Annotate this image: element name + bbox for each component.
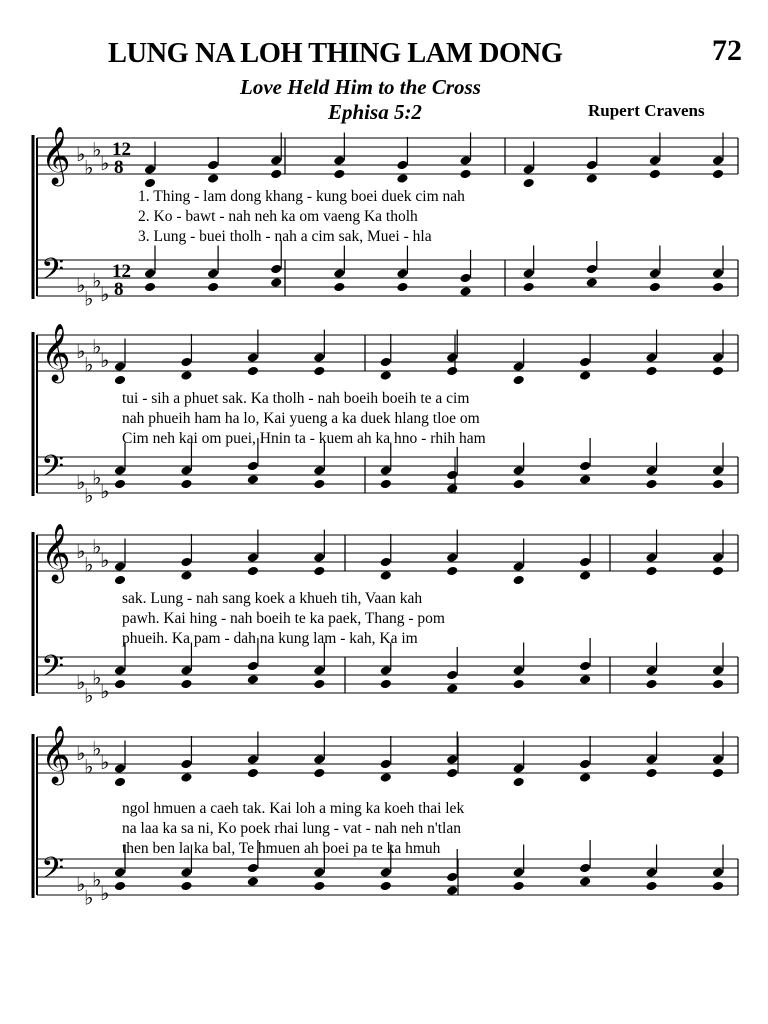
treble-notehead	[380, 570, 392, 581]
treble-notehead	[270, 169, 282, 180]
treble-notehead	[446, 566, 458, 577]
treble-notehead	[144, 164, 156, 175]
treble-notehead	[579, 370, 591, 381]
lyric-line: 2. Ko - bawt - nah neh ka om vaeng Ka tholh	[138, 208, 418, 225]
time-signature-denominator: 8	[114, 157, 124, 178]
bass-notehead	[712, 268, 724, 279]
treble-notehead	[645, 352, 657, 363]
bass-clef-icon: 𝄢	[41, 253, 65, 293]
treble-notehead	[459, 155, 471, 166]
lyric-line: phueih. Ka pam - dah na kung lam - kah, Ka im	[122, 630, 418, 647]
lyric-line: ngol hmuen a caeh tak. Kai loh a ming ka koeh thai lek	[122, 800, 465, 817]
bass-notehead	[645, 479, 657, 490]
treble-notehead	[114, 375, 126, 386]
bass-notehead	[712, 665, 724, 676]
bass-clef-icon: 𝄢	[41, 852, 65, 892]
time-signature-numerator: 12	[112, 261, 131, 282]
flat-sign-icon: ♭	[84, 288, 94, 311]
bass-notehead	[270, 264, 282, 275]
flat-sign-icon: ♭	[100, 350, 110, 372]
bass-notehead	[247, 863, 259, 874]
flat-sign-icon: ♭	[92, 667, 102, 690]
flat-sign-icon: ♭	[84, 887, 94, 910]
treble-notehead	[645, 566, 657, 577]
bass-notehead	[649, 268, 661, 279]
flat-sign-icon: ♭	[92, 869, 102, 892]
bass-notehead	[144, 282, 156, 293]
bass-notehead	[512, 479, 524, 490]
bass-notehead	[579, 661, 591, 672]
treble-notehead	[396, 160, 408, 171]
lyric-line: 3. Lung - buei tholh - nah a cim sak, Muei - hla	[138, 228, 432, 245]
treble-clef-icon: 𝄞	[41, 324, 71, 380]
bass-notehead	[396, 268, 408, 279]
flat-sign-icon: ♭	[84, 485, 94, 508]
bass-notehead	[512, 679, 524, 690]
treble-clef-icon: 𝄞	[41, 524, 71, 580]
bass-notehead	[446, 670, 458, 681]
bass-notehead	[380, 665, 392, 676]
bass-notehead	[180, 465, 192, 476]
bass-notehead	[333, 282, 345, 293]
flat-sign-icon: ♭	[84, 157, 94, 180]
bass-notehead	[712, 465, 724, 476]
bass-notehead	[144, 268, 156, 279]
treble-notehead	[446, 754, 458, 765]
bass-notehead	[380, 867, 392, 878]
treble-notehead	[180, 759, 192, 770]
treble-notehead	[144, 178, 156, 189]
flat-sign-icon: ♭	[76, 541, 86, 563]
treble-notehead	[522, 178, 534, 189]
bass-notehead	[446, 872, 458, 883]
bass-notehead	[270, 277, 282, 288]
bass-notehead	[645, 679, 657, 690]
bass-notehead	[512, 665, 524, 676]
flat-sign-icon: ♭	[92, 536, 102, 559]
bass-notehead	[207, 282, 219, 293]
flat-sign-icon: ♭	[92, 270, 102, 293]
treble-notehead	[579, 570, 591, 581]
treble-notehead	[712, 768, 724, 779]
flat-sign-icon: ♭	[92, 738, 102, 761]
treble-notehead	[586, 173, 598, 184]
bass-notehead	[207, 268, 219, 279]
bass-notehead	[586, 264, 598, 275]
treble-notehead	[313, 552, 325, 563]
hymn-title: LUNG NA LOH THING LAM DONG	[108, 38, 563, 69]
treble-clef-icon: 𝄞	[41, 127, 71, 183]
flat-sign-icon: ♭	[76, 874, 86, 896]
treble-notehead	[512, 777, 524, 788]
bass-notehead	[645, 881, 657, 892]
bass-notehead	[247, 661, 259, 672]
treble-notehead	[396, 173, 408, 184]
bass-notehead	[512, 867, 524, 878]
scripture-reference: Ephisa 5:2	[328, 100, 422, 124]
treble-notehead	[180, 370, 192, 381]
bass-notehead	[180, 479, 192, 490]
lyric-line: nah phueih ham ha lo, Kai yueng a ka duek hlang tloe om	[122, 410, 480, 427]
bass-notehead	[333, 268, 345, 279]
treble-notehead	[712, 169, 724, 180]
bass-notehead	[512, 465, 524, 476]
treble-notehead	[114, 361, 126, 372]
treble-notehead	[313, 768, 325, 779]
flat-sign-icon: ♭	[84, 685, 94, 708]
treble-notehead	[512, 763, 524, 774]
bass-notehead	[396, 282, 408, 293]
bass-notehead	[522, 282, 534, 293]
treble-notehead	[207, 173, 219, 184]
treble-notehead	[579, 557, 591, 568]
bass-notehead	[645, 465, 657, 476]
treble-notehead	[446, 552, 458, 563]
treble-notehead	[270, 155, 282, 166]
bass-notehead	[446, 885, 458, 896]
flat-sign-icon: ♭	[100, 550, 110, 572]
flat-sign-icon: ♭	[76, 472, 86, 494]
bass-notehead	[313, 465, 325, 476]
flat-sign-icon: ♭	[100, 681, 110, 703]
bass-notehead	[446, 483, 458, 494]
flat-sign-icon: ♭	[76, 743, 86, 765]
flat-sign-icon: ♭	[76, 341, 86, 363]
bass-notehead	[313, 665, 325, 676]
time-signature-numerator: 12	[112, 139, 131, 160]
bass-notehead	[522, 268, 534, 279]
bass-notehead	[114, 881, 126, 892]
treble-notehead	[313, 566, 325, 577]
treble-notehead	[712, 352, 724, 363]
flat-sign-icon: ♭	[100, 752, 110, 774]
treble-notehead	[512, 561, 524, 572]
flat-sign-icon: ♭	[100, 153, 110, 175]
bass-clef-icon: 𝄢	[41, 450, 65, 490]
treble-notehead	[380, 370, 392, 381]
bass-notehead	[586, 277, 598, 288]
hymn-number: 72	[712, 34, 742, 67]
treble-notehead	[586, 160, 598, 171]
lyric-line: tui - sih a phuet sak. Ka tholh - nah boeih boeih te a cim	[122, 390, 470, 407]
bass-clef-icon: 𝄢	[41, 650, 65, 690]
treble-clef-icon: 𝄞	[41, 726, 71, 782]
bass-notehead	[180, 679, 192, 690]
bass-notehead	[579, 876, 591, 887]
lyric-line: na laa ka sa ni, Ko poek rhai lung - vat - nah neh n'tlan	[122, 820, 461, 837]
bass-notehead	[579, 461, 591, 472]
treble-notehead	[247, 552, 259, 563]
bass-notehead	[180, 665, 192, 676]
treble-notehead	[380, 759, 392, 770]
bass-notehead	[446, 683, 458, 694]
treble-notehead	[712, 366, 724, 377]
bass-notehead	[712, 881, 724, 892]
treble-notehead	[649, 155, 661, 166]
treble-notehead	[313, 366, 325, 377]
treble-notehead	[180, 570, 192, 581]
treble-notehead	[512, 375, 524, 386]
treble-notehead	[247, 754, 259, 765]
treble-notehead	[247, 566, 259, 577]
flat-sign-icon: ♭	[76, 275, 86, 297]
treble-notehead	[522, 164, 534, 175]
treble-notehead	[446, 366, 458, 377]
treble-notehead	[512, 361, 524, 372]
bass-notehead	[446, 470, 458, 481]
bass-notehead	[459, 273, 471, 284]
treble-notehead	[645, 552, 657, 563]
treble-notehead	[645, 754, 657, 765]
bass-notehead	[180, 881, 192, 892]
treble-notehead	[649, 169, 661, 180]
treble-notehead	[247, 768, 259, 779]
bass-notehead	[114, 679, 126, 690]
bass-notehead	[114, 867, 126, 878]
lyric-line: pawh. Kai hing - nah boeih te ka paek, Thang - pom	[122, 610, 445, 627]
treble-notehead	[114, 561, 126, 572]
bass-notehead	[114, 465, 126, 476]
bass-notehead	[459, 286, 471, 297]
bass-notehead	[313, 881, 325, 892]
bass-notehead	[512, 881, 524, 892]
bass-notehead	[313, 867, 325, 878]
treble-notehead	[313, 754, 325, 765]
flat-sign-icon: ♭	[92, 139, 102, 162]
bass-notehead	[579, 863, 591, 874]
treble-notehead	[380, 557, 392, 568]
bass-notehead	[579, 474, 591, 485]
treble-notehead	[712, 552, 724, 563]
bass-notehead	[712, 479, 724, 490]
lyric-line: Cim neh kai om puei, Hnin ta - kuem ah ka hno - rhih ham	[122, 430, 486, 447]
treble-notehead	[446, 768, 458, 779]
treble-notehead	[180, 557, 192, 568]
bass-notehead	[313, 479, 325, 490]
treble-notehead	[579, 759, 591, 770]
bass-notehead	[247, 876, 259, 887]
treble-notehead	[446, 352, 458, 363]
treble-notehead	[380, 357, 392, 368]
bass-notehead	[114, 665, 126, 676]
treble-notehead	[712, 155, 724, 166]
treble-notehead	[645, 366, 657, 377]
bass-notehead	[712, 679, 724, 690]
treble-notehead	[579, 357, 591, 368]
flat-sign-icon: ♭	[92, 467, 102, 490]
treble-notehead	[180, 772, 192, 783]
treble-notehead	[207, 160, 219, 171]
flat-sign-icon: ♭	[76, 144, 86, 166]
treble-notehead	[114, 763, 126, 774]
treble-notehead	[333, 155, 345, 166]
flat-sign-icon: ♭	[92, 336, 102, 359]
bass-notehead	[114, 479, 126, 490]
flat-sign-icon: ♭	[100, 284, 110, 306]
treble-notehead	[114, 777, 126, 788]
lyric-line: then ben la ka bal, Te hmuen ah boei pa te ka hmuh	[122, 840, 441, 857]
bass-notehead	[649, 282, 661, 293]
bass-notehead	[712, 867, 724, 878]
bass-notehead	[645, 867, 657, 878]
composer-name: Rupert Cravens	[588, 101, 705, 120]
bass-notehead	[380, 465, 392, 476]
flat-sign-icon: ♭	[84, 756, 94, 779]
treble-notehead	[247, 352, 259, 363]
treble-notehead	[180, 357, 192, 368]
bass-notehead	[247, 461, 259, 472]
flat-sign-icon: ♭	[84, 354, 94, 377]
time-signature-denominator: 8	[114, 279, 124, 300]
bass-notehead	[380, 881, 392, 892]
treble-notehead	[313, 352, 325, 363]
treble-notehead	[380, 772, 392, 783]
bass-notehead	[247, 474, 259, 485]
lyric-line: sak. Lung - nah sang koek a khueh tih, Vaan kah	[122, 590, 423, 607]
treble-notehead	[333, 169, 345, 180]
bass-notehead	[380, 679, 392, 690]
bass-notehead	[247, 674, 259, 685]
bass-notehead	[380, 479, 392, 490]
flat-sign-icon: ♭	[100, 481, 110, 503]
hymn-subtitle: Love Held Him to the Cross	[240, 75, 481, 99]
flat-sign-icon: ♭	[76, 672, 86, 694]
flat-sign-icon: ♭	[84, 554, 94, 577]
treble-notehead	[247, 366, 259, 377]
bass-notehead	[712, 282, 724, 293]
bass-notehead	[645, 665, 657, 676]
treble-notehead	[712, 566, 724, 577]
treble-notehead	[512, 575, 524, 586]
lyric-line: 1. Thing - lam dong khang - kung boei duek cim nah	[138, 188, 465, 205]
treble-notehead	[579, 772, 591, 783]
flat-sign-icon: ♭	[100, 883, 110, 905]
bass-notehead	[313, 679, 325, 690]
bass-notehead	[579, 674, 591, 685]
treble-notehead	[459, 169, 471, 180]
treble-notehead	[645, 768, 657, 779]
treble-notehead	[712, 754, 724, 765]
bass-notehead	[180, 867, 192, 878]
treble-notehead	[114, 575, 126, 586]
